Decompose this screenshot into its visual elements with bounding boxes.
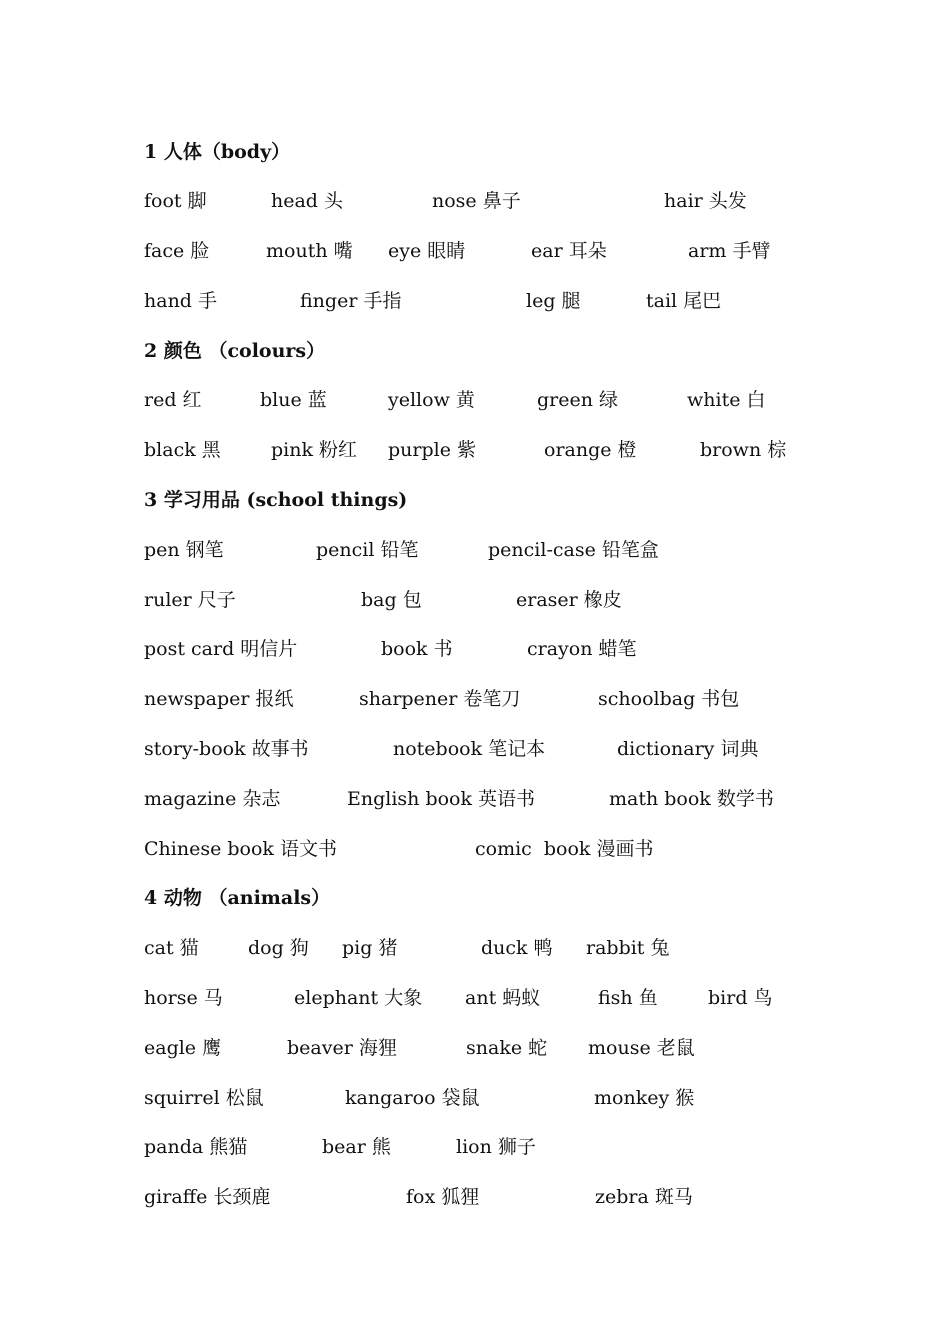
- vocab-item: beaver 海狸: [287, 1037, 397, 1059]
- vocab-item: snake 蛇: [466, 1037, 548, 1059]
- vocab-row: [0, 983, 950, 1013]
- vocab-item: mouth 嘴: [266, 240, 353, 262]
- vocab-item: mouse 老鼠: [588, 1037, 695, 1059]
- vocab-item: eraser 橡皮: [516, 589, 622, 611]
- vocab-item: pencil-case 铅笔盒: [488, 539, 659, 561]
- vocab-item: math book 数学书: [609, 788, 774, 810]
- section-heading-school-things: [0, 485, 950, 515]
- vocab-item: hand 手: [144, 290, 218, 312]
- vocab-item: bird 鸟: [708, 987, 773, 1009]
- vocab-item: Chinese book 语文书: [144, 838, 337, 860]
- vocab-item: finger 手指: [300, 290, 402, 312]
- vocab-item: kangaroo 袋鼠: [345, 1087, 480, 1109]
- heading-text: 4 动物 （animals）: [144, 887, 331, 909]
- vocab-item: face 脸: [144, 240, 210, 262]
- vocab-row: [0, 834, 950, 864]
- vocab-row: [0, 186, 950, 216]
- vocab-item: story-book 故事书: [144, 738, 309, 760]
- vocab-item: leg 腿: [526, 290, 581, 312]
- vocab-item: zebra 斑马: [595, 1186, 693, 1208]
- vocab-item: pencil 铅笔: [316, 539, 419, 561]
- vocab-row: [0, 286, 950, 316]
- vocab-item: foot 脚: [144, 190, 207, 212]
- vocab-item: ant 蚂蚁: [465, 987, 541, 1009]
- vocab-item: elephant 大象: [294, 987, 423, 1009]
- vocab-item: crayon 蜡笔: [527, 638, 637, 660]
- vocab-item: ruler 尺子: [144, 589, 236, 611]
- vocab-item: blue 蓝: [260, 389, 327, 411]
- vocab-item: hair 头发: [664, 190, 747, 212]
- vocab-row: [0, 1182, 950, 1212]
- vocab-row: [0, 585, 950, 615]
- vocab-item: dictionary 词典: [617, 738, 759, 760]
- vocab-item: rabbit 兔: [586, 937, 670, 959]
- vocab-item: fox 狐狸: [406, 1186, 480, 1208]
- vocab-item: lion 狮子: [456, 1136, 536, 1158]
- vocab-row: [0, 734, 950, 764]
- vocab-row: [0, 236, 950, 266]
- vocab-item: dog 狗: [248, 937, 309, 959]
- vocab-item: squirrel 松鼠: [144, 1087, 264, 1109]
- section-heading-animals: [0, 883, 950, 913]
- vocab-item: bag 包: [361, 589, 422, 611]
- heading-text: 3 学习用品 (school things): [144, 489, 408, 511]
- vocab-item: purple 紫: [388, 439, 477, 461]
- vocab-item: white 白: [687, 389, 766, 411]
- vocab-item: ear 耳朵: [531, 240, 607, 262]
- vocab-item: bear 熊: [322, 1136, 391, 1158]
- vocab-item: tail 尾巴: [646, 290, 722, 312]
- vocab-row: [0, 1083, 950, 1113]
- vocab-row: [0, 933, 950, 963]
- vocab-item: eye 眼睛: [388, 240, 466, 262]
- section-heading-body: [0, 137, 950, 167]
- vocab-item: nose 鼻子: [432, 190, 521, 212]
- vocab-item: giraffe 长颈鹿: [144, 1186, 271, 1208]
- vocab-row: [0, 1033, 950, 1063]
- vocab-item: pig 猪: [342, 937, 398, 959]
- vocab-item: sharpener 卷笔刀: [359, 688, 521, 710]
- vocab-row: [0, 1132, 950, 1162]
- vocab-item: book 书: [381, 638, 453, 660]
- heading-text: 2 颜色 （colours）: [144, 340, 326, 362]
- vocab-item: comic book 漫画书: [475, 838, 654, 860]
- vocab-row: [0, 784, 950, 814]
- vocab-item: arm 手臂: [688, 240, 771, 262]
- section-heading-colours: [0, 336, 950, 366]
- vocab-item: cat 猫: [144, 937, 199, 959]
- vocab-item: English book 英语书: [347, 788, 536, 810]
- vocab-row: [0, 435, 950, 465]
- vocab-item: panda 熊猫: [144, 1136, 248, 1158]
- vocab-row: [0, 684, 950, 714]
- vocab-item: monkey 猴: [594, 1087, 695, 1109]
- vocab-item: notebook 笔记本: [393, 738, 546, 760]
- vocab-item: horse 马: [144, 987, 223, 1009]
- vocab-item: eagle 鹰: [144, 1037, 222, 1059]
- heading-text: 1 人体（body）: [144, 141, 291, 163]
- vocab-item: pink 粉红: [271, 439, 358, 461]
- vocab-item: black 黑: [144, 439, 221, 461]
- vocab-item: duck 鸭: [481, 937, 553, 959]
- vocab-item: schoolbag 书包: [598, 688, 740, 710]
- vocab-item: green 绿: [537, 389, 619, 411]
- vocab-item: newspaper 报纸: [144, 688, 294, 710]
- vocab-item: head 头: [271, 190, 344, 212]
- vocab-row: [0, 385, 950, 415]
- vocab-row: [0, 634, 950, 664]
- vocab-item: pen 钢笔: [144, 539, 224, 561]
- vocab-item: fish 鱼: [598, 987, 658, 1009]
- vocab-item: red 红: [144, 389, 202, 411]
- vocab-row: [0, 535, 950, 565]
- vocab-item: brown 棕: [700, 439, 787, 461]
- vocab-item: magazine 杂志: [144, 788, 281, 810]
- vocab-item: orange 橙: [544, 439, 637, 461]
- vocab-item: yellow 黄: [388, 389, 475, 411]
- vocab-item: post card 明信片: [144, 638, 298, 660]
